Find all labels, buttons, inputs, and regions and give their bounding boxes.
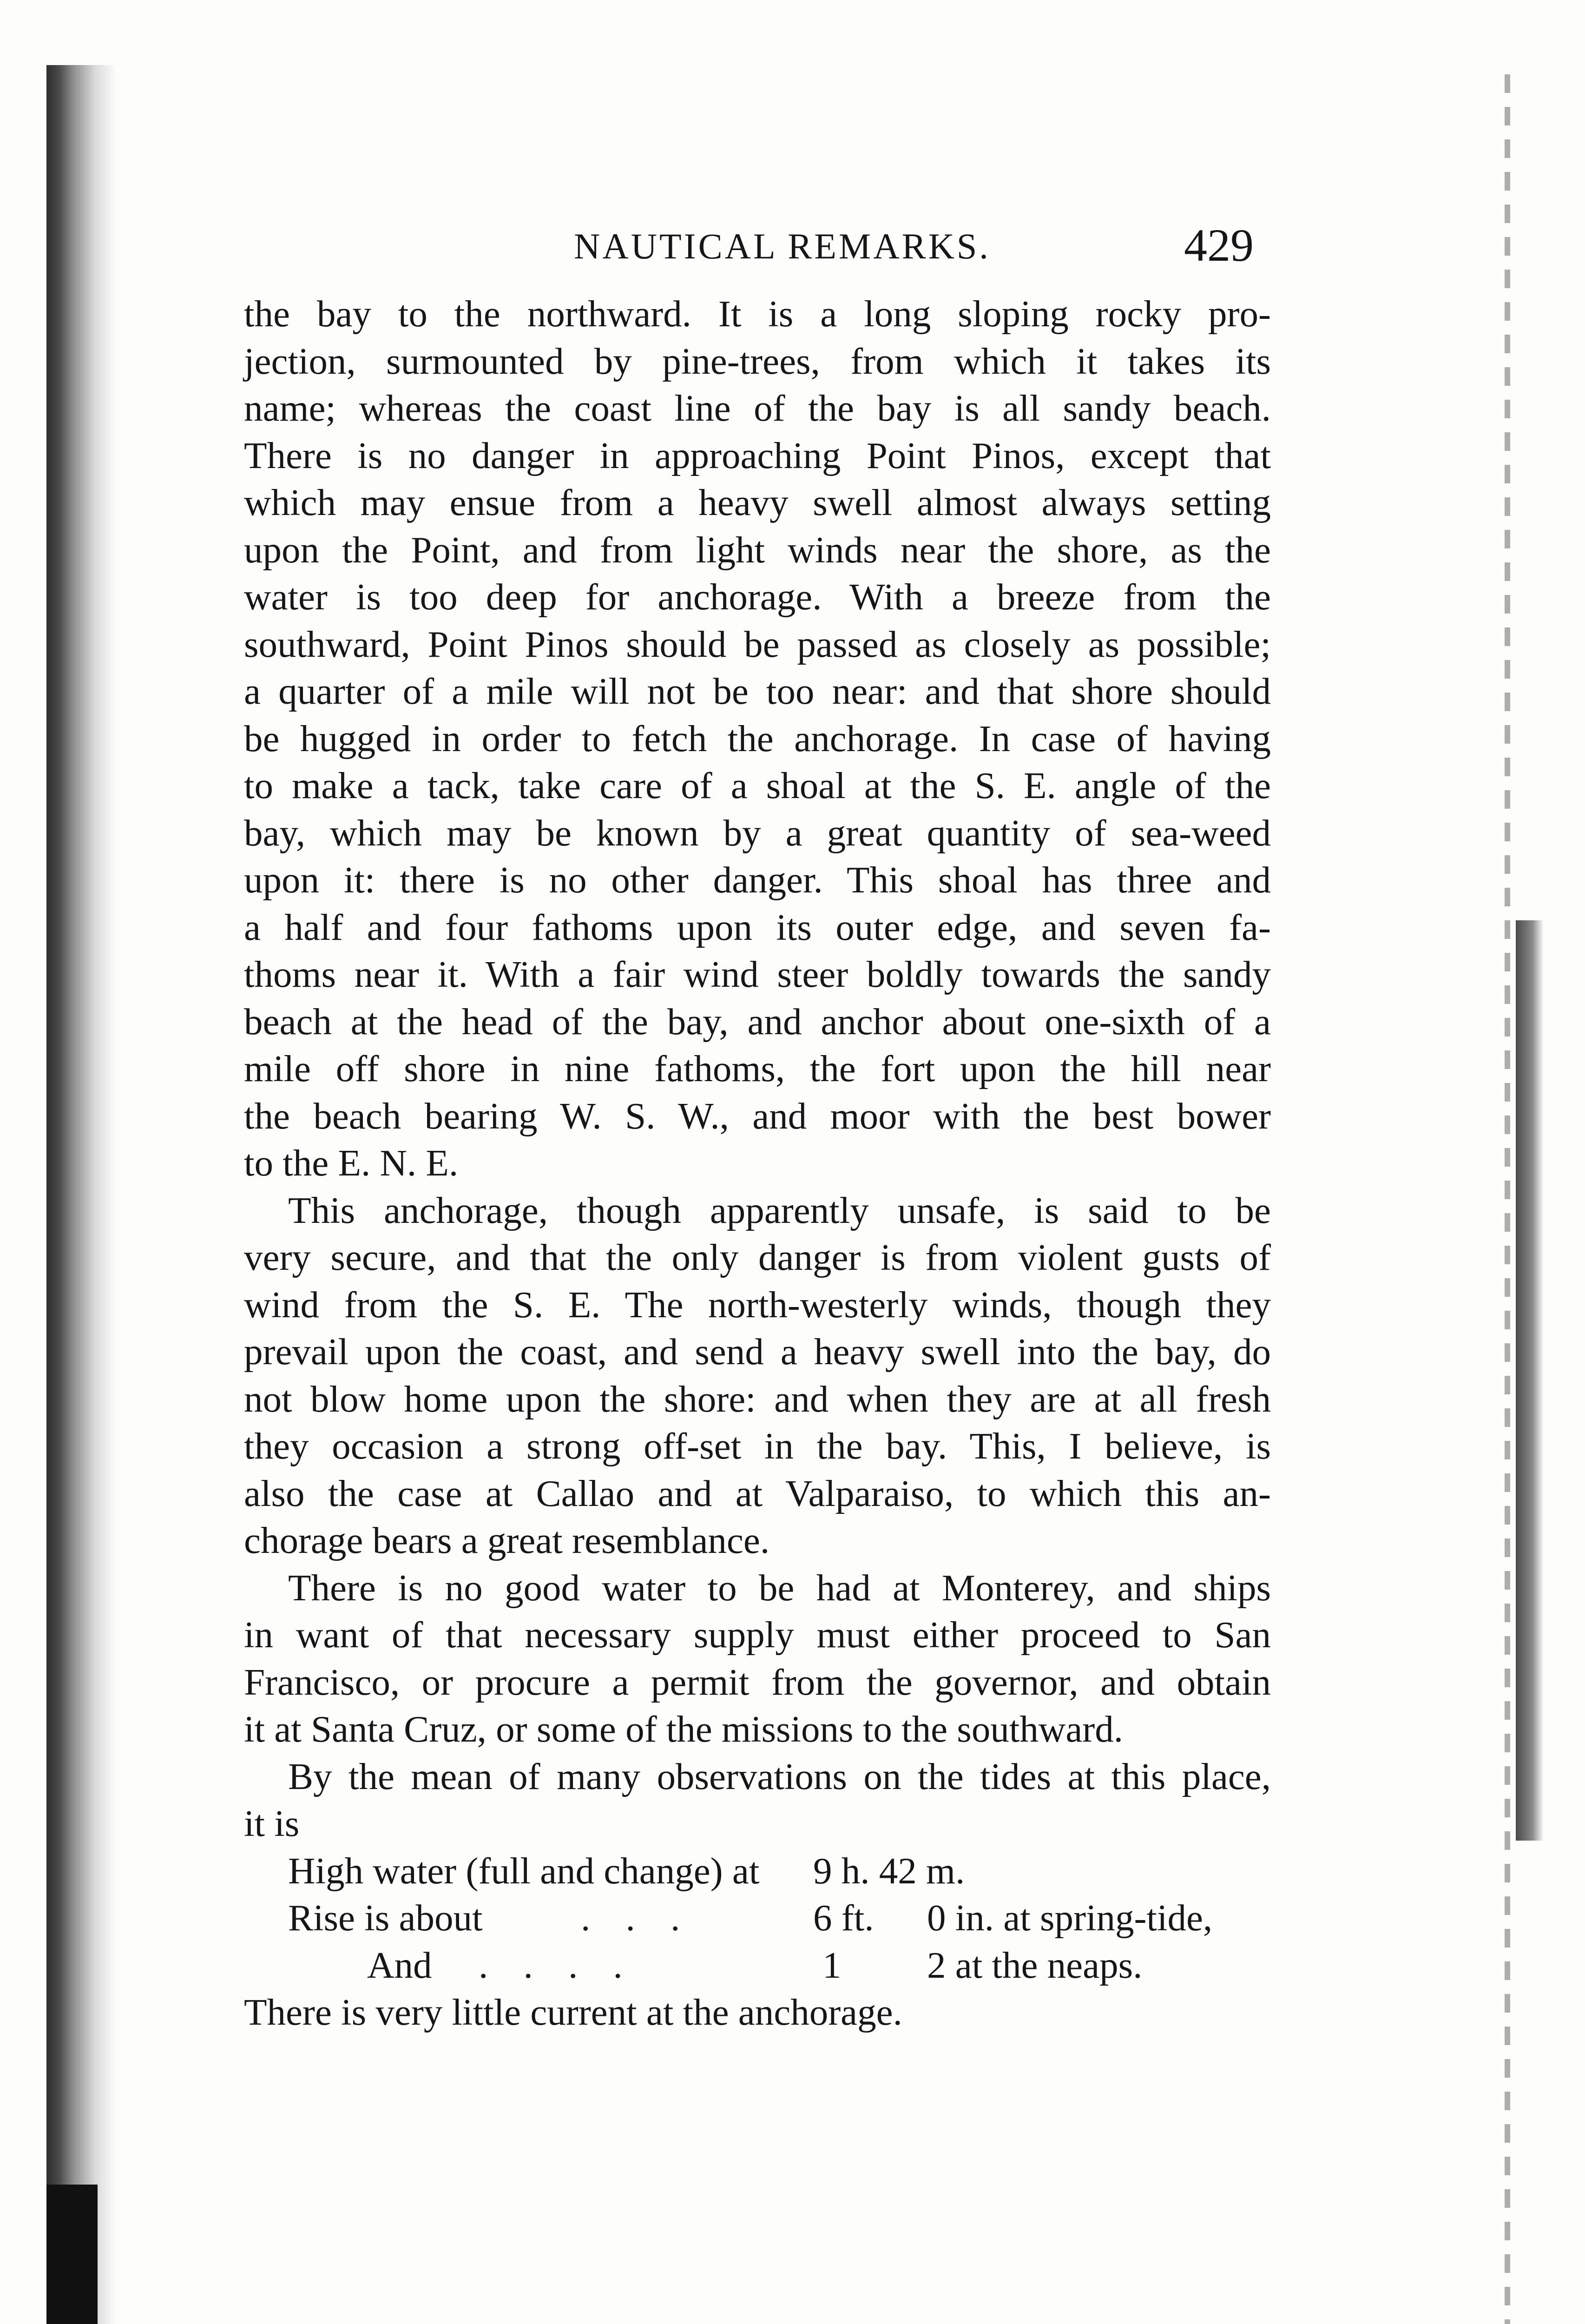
text-line: By the mean of many observations on the tides at this place,: [288, 1755, 1271, 1797]
text-line: Francisco, or procure a permit from the governor, and obtain: [244, 1661, 1271, 1703]
text-line: jection, surmounted by pine-trees, from which it takes its: [244, 340, 1271, 382]
page-number: 429: [1184, 219, 1254, 271]
text-line: There is very little current at the anchorage.: [244, 1991, 902, 2033]
text-line: the beach bearing W. S. W., and moor with the best bower: [244, 1095, 1271, 1137]
text-line: they occasion a strong off-set in the bay. This, I believe, is: [244, 1425, 1271, 1467]
text-line: a quarter of a mile will not be too near: and that shore should: [244, 670, 1271, 712]
text-line: wind from the S. E. The north-westerly winds, though they: [244, 1283, 1271, 1326]
text-line: bay, which may be known by a great quantity of sea-weed: [244, 812, 1271, 854]
tide-leaders: . . .: [581, 1897, 693, 1939]
text-line: it is: [244, 1802, 300, 1844]
text-line: also the case at Callao and at Valparaiso, to which this an-: [244, 1472, 1271, 1514]
tide-value-detail: 0 in. at spring-tide,: [927, 1897, 1213, 1939]
text-line: it at Santa Cruz, or some of the missions to the southward.: [244, 1708, 1123, 1750]
tide-row-high-water: [244, 1848, 1271, 1895]
text-line: a half and four fathoms upon its outer edge, and seven fa-: [244, 906, 1271, 948]
body-text: [244, 290, 1271, 2036]
text-line: in want of that necessary supply must either proceed to San: [244, 1614, 1271, 1656]
tide-value: 1: [822, 1944, 842, 1986]
text-line: which may ensue from a heavy swell almost always setting: [244, 482, 1271, 523]
text-line: There is no danger in approaching Point Pinos, except that: [244, 434, 1271, 476]
page-edge-right-shadow: [1516, 920, 1544, 1841]
text-line: not blow home upon the shore: and when they are at all fresh: [244, 1378, 1271, 1420]
tide-label: And: [367, 1944, 432, 1986]
binding-gutter-dark: [46, 2185, 98, 2324]
text-line: thoms near it. With a fair wind steer boldly towards the sandy: [244, 953, 1271, 995]
text-line: be hugged in order to fetch the anchorage. In case of having: [244, 717, 1271, 759]
text-line: to the E. N. E.: [244, 1142, 459, 1184]
text-line: upon it: there is no other danger. This shoal has three and: [244, 859, 1271, 901]
text-line: the bay to the northward. It is a long sloping rocky pro-: [244, 293, 1271, 335]
text-line: beach at the head of the bay, and anchor about one-sixth of a: [244, 1000, 1271, 1043]
text-line: name; whereas the coast line of the bay is all sandy beach.: [244, 387, 1271, 429]
text-line: There is no good water to be had at Monterey, and ships: [288, 1566, 1271, 1609]
tide-leaders: . . . .: [479, 1944, 636, 1986]
tide-row-neap: [244, 1942, 1271, 1989]
text-line: mile off shore in nine fathoms, the fort upon the hill near: [244, 1048, 1271, 1089]
tide-label: High water (full and change) at: [288, 1849, 760, 1892]
tide-table: [244, 1848, 1271, 1989]
text-line: upon the Point, and from light winds near the shore, as the: [244, 528, 1271, 571]
tide-value-detail: 2 at the neaps.: [927, 1944, 1143, 1986]
tide-value: 9 h. 42 m.: [813, 1849, 965, 1892]
page-edge-right: [1505, 74, 1510, 2324]
text-line: water is too deep for anchorage. With a breeze from the: [244, 576, 1271, 618]
running-head: NAUTICAL REMARKS.: [574, 226, 991, 266]
text-line: prevail upon the coast, and send a heavy swell into the bay, do: [244, 1331, 1271, 1373]
text-line: This anchorage, though apparently unsafe, is said to be: [288, 1189, 1271, 1231]
tide-row-spring: [244, 1895, 1271, 1942]
tide-value: 6 ft.: [813, 1897, 874, 1939]
text-line: chorage bears a great resemblance.: [244, 1519, 770, 1561]
text-line: southward, Point Pinos should be passed as closely as possible;: [244, 623, 1271, 665]
text-line: to make a tack, take care of a shoal at the S. E. angle of the: [244, 765, 1271, 806]
tide-label: Rise is about: [288, 1897, 483, 1939]
text-line: very secure, and that the only danger is from violent gusts of: [244, 1236, 1271, 1278]
binding-gutter-shadow: [46, 65, 116, 2324]
